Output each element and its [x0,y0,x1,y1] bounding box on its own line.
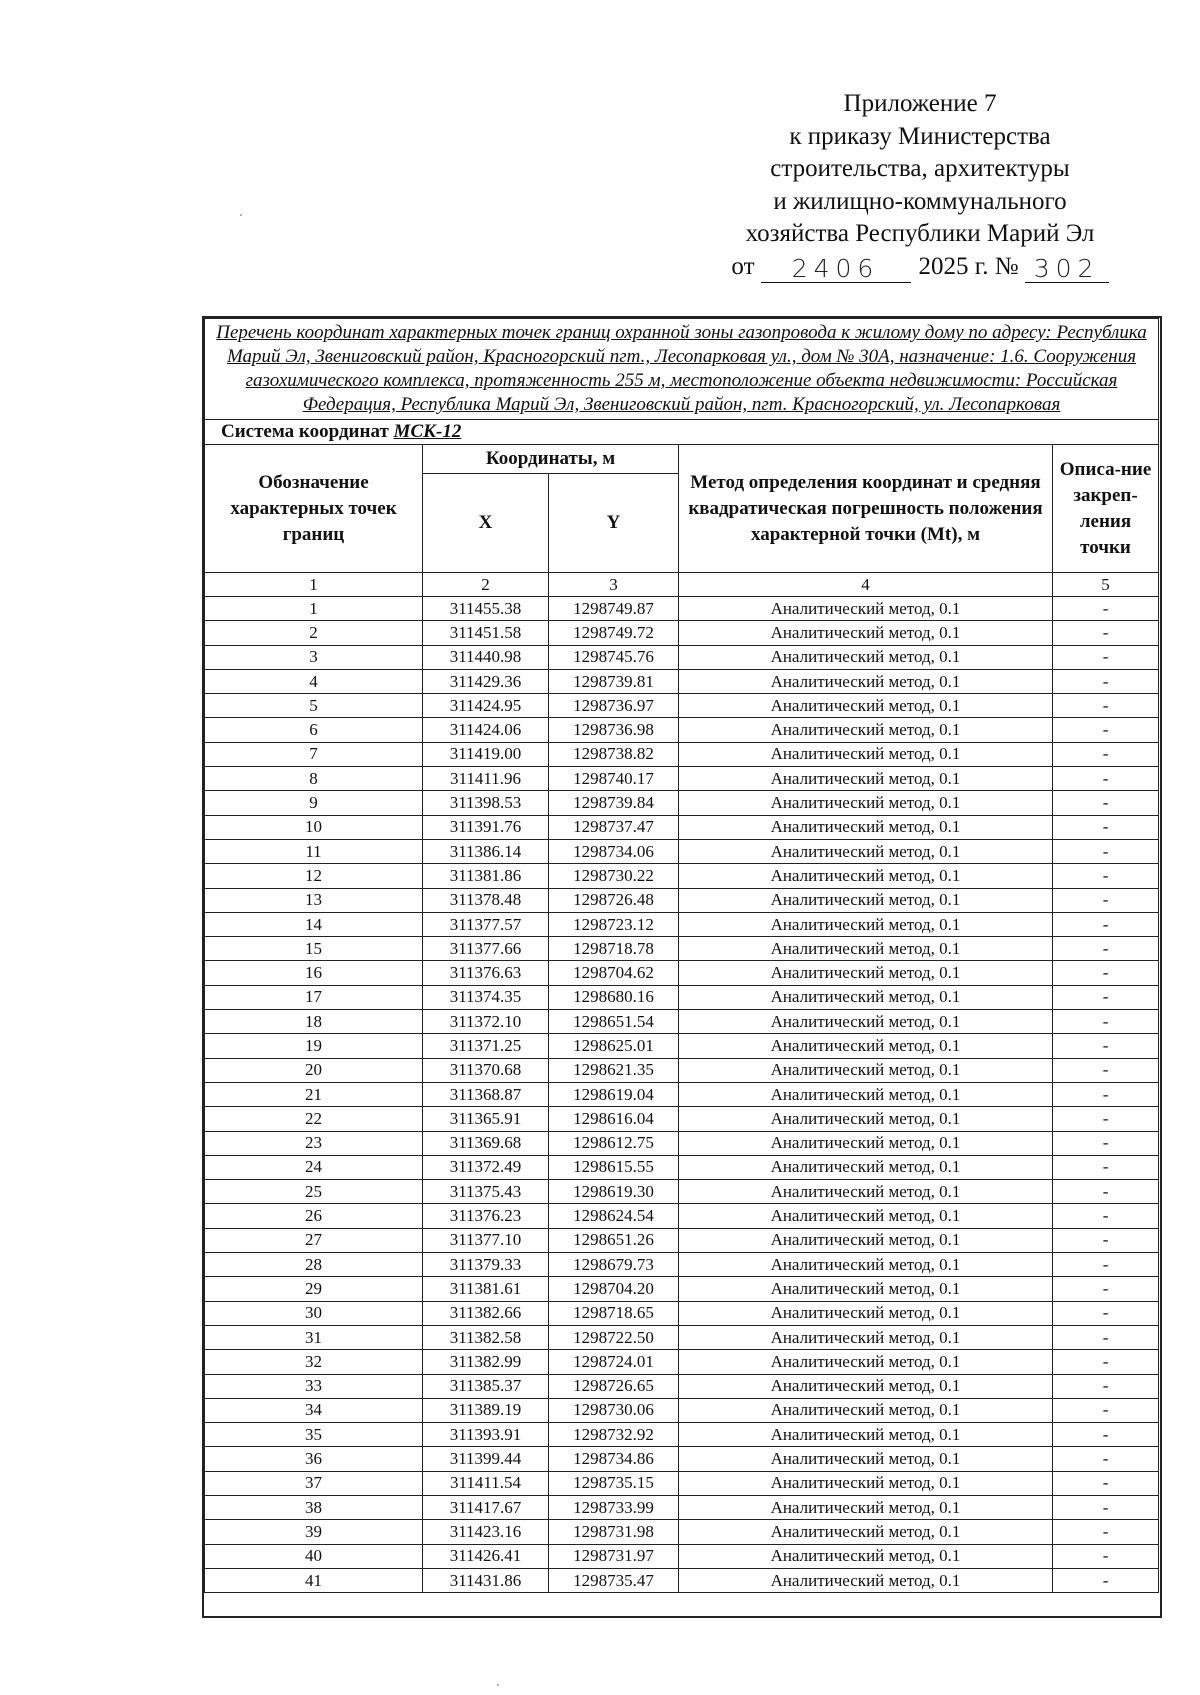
x-cell: 311426.41 [423,1544,549,1568]
point-id-cell: 37 [205,1471,423,1495]
method-cell: Аналитический метод, 0.1 [679,767,1053,791]
table-row [205,1568,1159,1592]
col-header-x: X [423,474,549,573]
coordinates-table [204,318,1159,1593]
x-cell: 311379.33 [423,1253,549,1277]
x-cell: 311393.91 [423,1423,549,1447]
method-cell: Аналитический метод, 0.1 [679,1277,1053,1301]
y-cell: 1298621.35 [549,1058,679,1082]
description-cell: - [1053,791,1159,815]
table-row [205,839,1159,863]
appendix-line-3: строительства, архитектуры [770,155,1070,182]
table-row [205,1131,1159,1155]
point-id-cell: 35 [205,1423,423,1447]
col-header-method: Метод определения координат и средняя квадратическая погрешность положения характерной точки (Mt), м [679,445,1053,573]
y-cell: 1298726.65 [549,1374,679,1398]
table-row [205,1010,1159,1034]
x-cell: 311382.99 [423,1350,549,1374]
x-cell: 311382.66 [423,1301,549,1325]
coordinates-rows [205,597,1159,1593]
method-cell: Аналитический метод, 0.1 [679,961,1053,985]
coordinate-system-value: МСК-12 [393,421,462,442]
point-id-cell: 29 [205,1277,423,1301]
y-cell: 1298704.62 [549,961,679,985]
scan-speck [240,214,242,216]
description-cell: - [1053,1277,1159,1301]
method-cell: Аналитический метод, 0.1 [679,1082,1053,1106]
y-cell: 1298738.82 [549,742,679,766]
point-id-cell: 27 [205,1228,423,1252]
description-cell: - [1053,1082,1159,1106]
x-cell: 311376.63 [423,961,549,985]
x-cell: 311389.19 [423,1398,549,1422]
y-cell: 1298625.01 [549,1034,679,1058]
x-cell: 311369.68 [423,1131,549,1155]
table-row [205,961,1159,985]
point-id-cell: 30 [205,1301,423,1325]
col-number: 1 [205,573,423,597]
point-id-cell: 2 [205,621,423,645]
appendix-line-5: хозяйства Республики Марий Эл [745,220,1095,247]
method-cell: Аналитический метод, 0.1 [679,742,1053,766]
appendix-header [700,88,1140,283]
point-id-cell: 16 [205,961,423,985]
description-cell: - [1053,1253,1159,1277]
x-cell: 311374.35 [423,985,549,1009]
method-cell: Аналитический метод, 0.1 [679,985,1053,1009]
table-row [205,1301,1159,1325]
col-header-y: Y [549,474,679,573]
x-cell: 311440.98 [423,645,549,669]
point-id-cell: 34 [205,1398,423,1422]
table-row [205,1253,1159,1277]
y-cell: 1298735.47 [549,1568,679,1592]
point-id-cell: 6 [205,718,423,742]
x-cell: 311424.95 [423,694,549,718]
method-cell: Аналитический метод, 0.1 [679,864,1053,888]
method-cell: Аналитический метод, 0.1 [679,1544,1053,1568]
table-row [205,1058,1159,1082]
col-number: 2 [423,573,549,597]
point-id-cell: 28 [205,1253,423,1277]
point-id-cell: 15 [205,937,423,961]
y-cell: 1298739.84 [549,791,679,815]
method-cell: Аналитический метод, 0.1 [679,645,1053,669]
method-cell: Аналитический метод, 0.1 [679,1228,1053,1252]
y-cell: 1298730.22 [549,864,679,888]
point-id-cell: 14 [205,912,423,936]
appendix-title: Приложение 7 [843,90,997,117]
method-cell: Аналитический метод, 0.1 [679,791,1053,815]
method-cell: Аналитический метод, 0.1 [679,937,1053,961]
description-cell: - [1053,1034,1159,1058]
method-cell: Аналитический метод, 0.1 [679,1447,1053,1471]
table-row [205,1034,1159,1058]
method-cell: Аналитический метод, 0.1 [679,1568,1053,1592]
y-cell: 1298680.16 [549,985,679,1009]
y-cell: 1298722.50 [549,1325,679,1349]
table-row [205,1544,1159,1568]
description-cell: - [1053,985,1159,1009]
x-cell: 311382.58 [423,1325,549,1349]
x-cell: 311375.43 [423,1180,549,1204]
table-row [205,597,1159,621]
point-id-cell: 26 [205,1204,423,1228]
x-cell: 311386.14 [423,839,549,863]
method-cell: Аналитический метод, 0.1 [679,815,1053,839]
y-cell: 1298739.81 [549,669,679,693]
x-cell: 311451.58 [423,621,549,645]
order-prefix: от [731,252,755,280]
scan-speck [497,1684,499,1686]
x-cell: 311370.68 [423,1058,549,1082]
description-cell: - [1053,1520,1159,1544]
point-id-cell: 20 [205,1058,423,1082]
table-row [205,669,1159,693]
method-cell: Аналитический метод, 0.1 [679,1204,1053,1228]
method-cell: Аналитический метод, 0.1 [679,912,1053,936]
description-cell: - [1053,1155,1159,1179]
table-row [205,985,1159,1009]
table-row [205,815,1159,839]
description-cell: - [1053,742,1159,766]
table-caption: Перечень координат характерных точек границ охранной зоны газопровода к жилому дому по адресу: Республика Марий Эл, Звениговский район, Красногорский пгт., Лесопарковая ул., дом № 30А, назначение: 1.6. Сооружения газохимического комплекса, протяженность 255 м, местоположение объекта недвижимости: Российская Федерация, Республика Марий Эл, Звениговский район, пгт. Красногорский, ул. Лесопарковая [205,319,1159,420]
table-row [205,1228,1159,1252]
description-cell: - [1053,1544,1159,1568]
point-id-cell: 1 [205,597,423,621]
y-cell: 1298749.87 [549,597,679,621]
table-row [205,864,1159,888]
point-id-cell: 5 [205,694,423,718]
table-row [205,767,1159,791]
y-cell: 1298737.47 [549,815,679,839]
x-cell: 311378.48 [423,888,549,912]
y-cell: 1298731.97 [549,1544,679,1568]
x-cell: 311399.44 [423,1447,549,1471]
table-row [205,1180,1159,1204]
description-cell: - [1053,694,1159,718]
y-cell: 1298718.78 [549,937,679,961]
method-cell: Аналитический метод, 0.1 [679,718,1053,742]
x-cell: 311385.37 [423,1374,549,1398]
method-cell: Аналитический метод, 0.1 [679,1374,1053,1398]
col-number: 5 [1053,573,1159,597]
method-cell: Аналитический метод, 0.1 [679,694,1053,718]
col-number: 4 [679,573,1053,597]
table-row [205,645,1159,669]
description-cell: - [1053,1374,1159,1398]
point-id-cell: 18 [205,1010,423,1034]
point-id-cell: 33 [205,1374,423,1398]
col-header-point: Обозначение характерных точек границ [205,445,423,573]
table-row [205,1082,1159,1106]
y-cell: 1298736.98 [549,718,679,742]
method-cell: Аналитический метод, 0.1 [679,1520,1053,1544]
col-number: 3 [549,573,679,597]
method-cell: Аналитический метод, 0.1 [679,1058,1053,1082]
description-cell: - [1053,1107,1159,1131]
x-cell: 311377.66 [423,937,549,961]
point-id-cell: 40 [205,1544,423,1568]
x-cell: 311424.06 [423,718,549,742]
y-cell: 1298749.72 [549,621,679,645]
point-id-cell: 22 [205,1107,423,1131]
description-cell: - [1053,864,1159,888]
y-cell: 1298651.54 [549,1010,679,1034]
table-row [205,1107,1159,1131]
method-cell: Аналитический метод, 0.1 [679,1010,1053,1034]
table-row [205,1277,1159,1301]
x-cell: 311368.87 [423,1082,549,1106]
y-cell: 1298723.12 [549,912,679,936]
table-row [205,1350,1159,1374]
method-cell: Аналитический метод, 0.1 [679,1253,1053,1277]
description-cell: - [1053,1010,1159,1034]
table-row [205,1495,1159,1519]
y-cell: 1298732.92 [549,1423,679,1447]
description-cell: - [1053,1131,1159,1155]
x-cell: 311429.36 [423,669,549,693]
table-row [205,1520,1159,1544]
point-id-cell: 25 [205,1180,423,1204]
y-cell: 1298726.48 [549,888,679,912]
y-cell: 1298735.15 [549,1471,679,1495]
x-cell: 311455.38 [423,597,549,621]
table-row [205,742,1159,766]
method-cell: Аналитический метод, 0.1 [679,1423,1053,1447]
y-cell: 1298740.17 [549,767,679,791]
table-row [205,791,1159,815]
method-cell: Аналитический метод, 0.1 [679,888,1053,912]
description-cell: - [1053,718,1159,742]
point-id-cell: 3 [205,645,423,669]
method-cell: Аналитический метод, 0.1 [679,1131,1053,1155]
x-cell: 311423.16 [423,1520,549,1544]
method-cell: Аналитический метод, 0.1 [679,1180,1053,1204]
description-cell: - [1053,1325,1159,1349]
y-cell: 1298619.30 [549,1180,679,1204]
method-cell: Аналитический метод, 0.1 [679,1471,1053,1495]
point-id-cell: 36 [205,1447,423,1471]
x-cell: 311417.67 [423,1495,549,1519]
x-cell: 311372.49 [423,1155,549,1179]
point-id-cell: 21 [205,1082,423,1106]
point-id-cell: 10 [205,815,423,839]
method-cell: Аналитический метод, 0.1 [679,1495,1053,1519]
y-cell: 1298734.86 [549,1447,679,1471]
description-cell: - [1053,645,1159,669]
description-cell: - [1053,621,1159,645]
x-cell: 311391.76 [423,815,549,839]
point-id-cell: 12 [205,864,423,888]
point-id-cell: 17 [205,985,423,1009]
method-cell: Аналитический метод, 0.1 [679,1301,1053,1325]
description-cell: - [1053,912,1159,936]
table-row [205,694,1159,718]
x-cell: 311371.25 [423,1034,549,1058]
y-cell: 1298724.01 [549,1350,679,1374]
method-cell: Аналитический метод, 0.1 [679,669,1053,693]
table-row [205,621,1159,645]
description-cell: - [1053,597,1159,621]
col-header-description: Описа-ние закреп-ления точки [1053,445,1159,573]
description-cell: - [1053,937,1159,961]
y-cell: 1298730.06 [549,1398,679,1422]
order-number-handwritten: 302 [1025,256,1109,283]
y-cell: 1298745.76 [549,645,679,669]
y-cell: 1298619.04 [549,1082,679,1106]
y-cell: 1298616.04 [549,1107,679,1131]
coordinate-system-label: Система координат [221,421,389,442]
table-row [205,1155,1159,1179]
description-cell: - [1053,815,1159,839]
x-cell: 311411.54 [423,1471,549,1495]
y-cell: 1298736.97 [549,694,679,718]
method-cell: Аналитический метод, 0.1 [679,1155,1053,1179]
y-cell: 1298612.75 [549,1131,679,1155]
x-cell: 311381.86 [423,864,549,888]
description-cell: - [1053,1398,1159,1422]
point-id-cell: 8 [205,767,423,791]
description-cell: - [1053,1495,1159,1519]
x-cell: 311372.10 [423,1010,549,1034]
x-cell: 311411.96 [423,767,549,791]
method-cell: Аналитический метод, 0.1 [679,1398,1053,1422]
point-id-cell: 23 [205,1131,423,1155]
table-row [205,718,1159,742]
table-row [205,1325,1159,1349]
y-cell: 1298651.26 [549,1228,679,1252]
method-cell: Аналитический метод, 0.1 [679,621,1053,645]
table-row [205,912,1159,936]
description-cell: - [1053,1204,1159,1228]
method-cell: Аналитический метод, 0.1 [679,1107,1053,1131]
method-cell: Аналитический метод, 0.1 [679,597,1053,621]
appendix-line-4: и жилищно-коммунального [773,187,1067,215]
table-row [205,1398,1159,1422]
description-cell: - [1053,961,1159,985]
coordinate-system-row [205,420,1159,445]
table-row [205,1374,1159,1398]
point-id-cell: 31 [205,1325,423,1349]
col-header-coords: Координаты, м [423,445,679,474]
x-cell: 311398.53 [423,791,549,815]
point-id-cell: 11 [205,839,423,863]
description-cell: - [1053,1301,1159,1325]
description-cell: - [1053,1180,1159,1204]
x-cell: 311431.86 [423,1568,549,1592]
table-row [205,937,1159,961]
order-date-handwritten: 2406 [761,256,911,283]
order-year: 2025 г. № [918,252,1019,280]
table-row [205,1447,1159,1471]
y-cell: 1298731.98 [549,1520,679,1544]
x-cell: 311419.00 [423,742,549,766]
method-cell: Аналитический метод, 0.1 [679,1350,1053,1374]
y-cell: 1298624.54 [549,1204,679,1228]
description-cell: - [1053,767,1159,791]
method-cell: Аналитический метод, 0.1 [679,839,1053,863]
point-id-cell: 7 [205,742,423,766]
point-id-cell: 19 [205,1034,423,1058]
y-cell: 1298704.20 [549,1277,679,1301]
method-cell: Аналитический метод, 0.1 [679,1034,1053,1058]
point-id-cell: 4 [205,669,423,693]
description-cell: - [1053,1423,1159,1447]
point-id-cell: 24 [205,1155,423,1179]
description-cell: - [1053,839,1159,863]
description-cell: - [1053,1447,1159,1471]
table-row [205,1471,1159,1495]
x-cell: 311377.10 [423,1228,549,1252]
description-cell: - [1053,1568,1159,1592]
appendix-line-2: к приказу Министерства [789,122,1051,150]
y-cell: 1298615.55 [549,1155,679,1179]
description-cell: - [1053,1350,1159,1374]
table-row [205,1204,1159,1228]
table-row [205,1423,1159,1447]
x-cell: 311365.91 [423,1107,549,1131]
y-cell: 1298734.06 [549,839,679,863]
y-cell: 1298733.99 [549,1495,679,1519]
point-id-cell: 32 [205,1350,423,1374]
point-id-cell: 39 [205,1520,423,1544]
point-id-cell: 13 [205,888,423,912]
column-number-row [205,573,1159,597]
method-cell: Аналитический метод, 0.1 [679,1325,1053,1349]
description-cell: - [1053,669,1159,693]
description-cell: - [1053,888,1159,912]
x-cell: 311377.57 [423,912,549,936]
y-cell: 1298718.65 [549,1301,679,1325]
y-cell: 1298679.73 [549,1253,679,1277]
point-id-cell: 38 [205,1495,423,1519]
x-cell: 311376.23 [423,1204,549,1228]
x-cell: 311381.61 [423,1277,549,1301]
description-cell: - [1053,1058,1159,1082]
point-id-cell: 41 [205,1568,423,1592]
description-cell: - [1053,1228,1159,1252]
point-id-cell: 9 [205,791,423,815]
description-cell: - [1053,1471,1159,1495]
table-row [205,888,1159,912]
order-reference [700,251,1140,284]
